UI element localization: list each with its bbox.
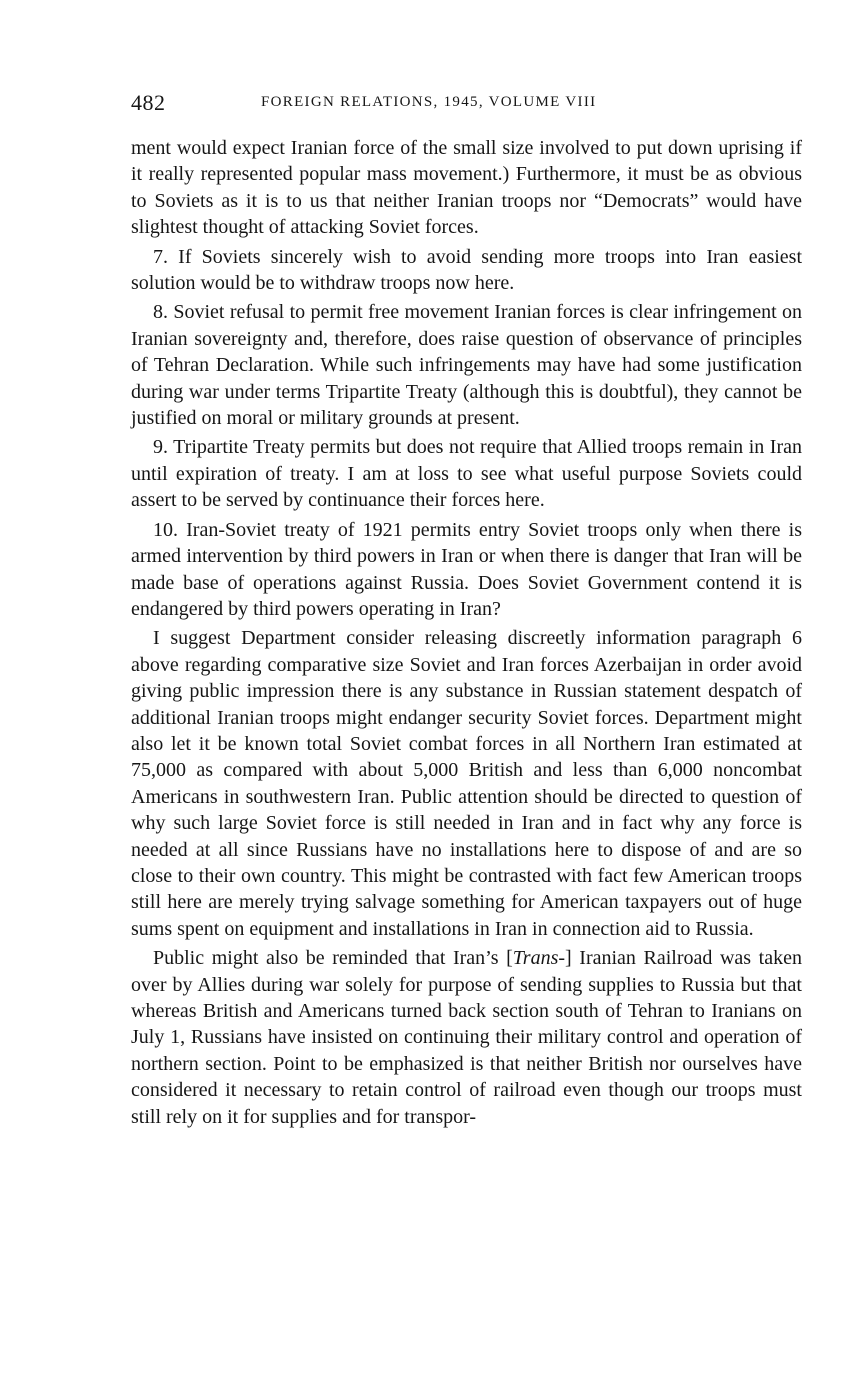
running-title: FOREIGN RELATIONS, 1945, VOLUME VIII (261, 94, 597, 110)
paragraph-continuation: ment would expect Iranian force of the small size involved to put down uprising if it really represented popular mass movement.) Furthermore, it must be as obvious to Soviets as it is to us that neither Iranian troops nor “Democrats” would have slightest thought of attacking Soviet forces. (131, 137, 802, 239)
paragraph-suggestion: I suggest Department consider releasing discreetly information paragraph 6 above regarding comparative size Soviet and Iran forces Azerbaijan in order avoid giving public impression there is any substance in Russian statement despatch of additional Iranian troops might endanger security Soviet forces. Department might also let it be known total Soviet combat forces in all Northern Iran estimated at 75,000 as compared with about 5,000 British and less than 6,000 noncombat Americans in southwestern Iran. Public attention should be directed to question of why such large Soviet force is still needed in Iran and in fact why any force is needed at all since Russians have no installations here to dispose of and are so close to their own country. This might be contrasted with fact few American troops still here are merely trying salvage something for American taxpayers out of huge sums spent on equipment and installations in Iran in connection aid to Russia. (131, 627, 802, 940)
paragraph-10: 10. Iran-Soviet treaty of 1921 permits entry Soviet troops only when there is armed intervention by third powers in Iran or when there is danger that Iran will be made base of operations against Russia. Does Soviet Government contend it is endangered by third powers operating in Iran? (131, 518, 802, 620)
railroad-italic-word: Trans- (512, 947, 566, 970)
paragraph-7: 7. If Soviets sincerely wish to avoid sending more troops into Iran easiest solution would be to withdraw troops now here. (131, 245, 802, 295)
document-body (131, 135, 802, 1130)
page-header (131, 90, 802, 120)
railroad-text-end: ] Iranian Railroad was taken over by Allies during war solely for purpose of sending supplies to Russia but that whereas British and Americans turned back section south of Tehran to Iranians on July 1, Russians have insisted on continuing their military control and operation of northern section. Point to be emphasized is that neither British nor ourselves have considered it necessary to retain control of railroad even though our troops must still rely on it for supplies and for transpor- (131, 947, 802, 1128)
railroad-text-start: Public might also be reminded that Iran’s [ (153, 947, 513, 970)
paragraph-9: 9. Tripartite Treaty permits but does not require that Allied troops remain in Iran until expiration of treaty. I am at loss to see what useful purpose Soviets could assert to be served by continuance their forces here. (131, 436, 802, 512)
paragraph-railroad (131, 945, 802, 1130)
page-number: 482 (131, 90, 166, 115)
paragraph-8: 8. Soviet refusal to permit free movement Iranian forces is clear infringement on Iranian sovereignty and, therefore, does raise question of observance of principles of Tehran Declaration. While such infringements may have had some justification during war under terms Tripartite Treaty (although this is doubtful), they cannot be justified on moral or military grounds at present. (131, 301, 802, 430)
